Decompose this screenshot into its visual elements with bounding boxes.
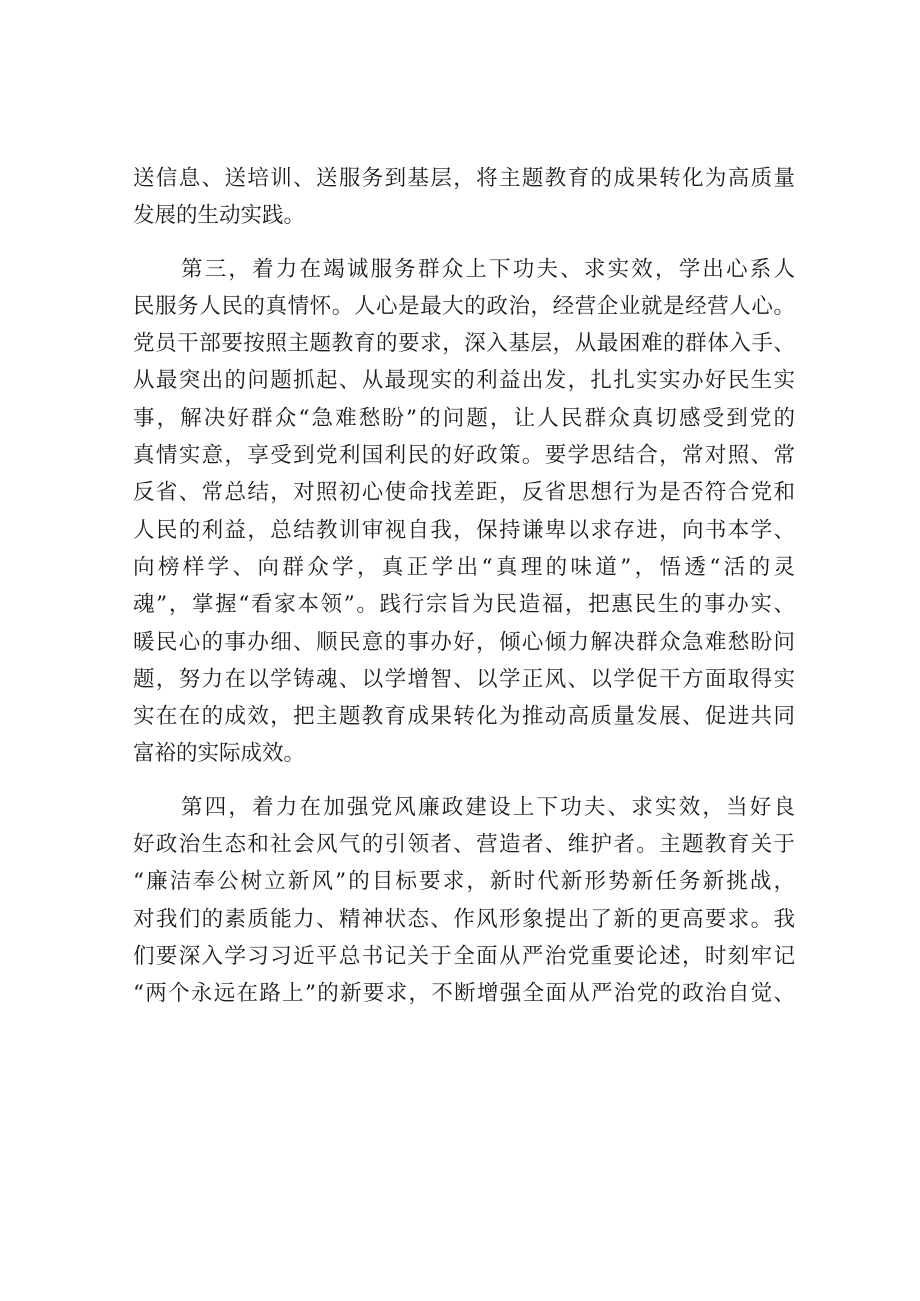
text-line: 题，努力在以学铸魂、以学增智、以学正风、以学促干方面取得实	[133, 666, 795, 692]
text-line: “廉洁奉公树立新风”的目标要求，新时代新形势新任务新挑战，	[133, 869, 795, 895]
text-line: 向榜样学、向群众学，真正学出“真理的味道”，悟透“活的灵	[133, 554, 795, 580]
text-line: 们要深入学习习近平总书记关于全面从严治党重要论述，时刻牢记	[133, 943, 795, 969]
text-line: 人民的利益，总结教训审视自我，保持谦卑以求存进，向书本学、	[133, 517, 795, 543]
text-line: 送信息、送培训、送服务到基层，将主题教育的成果转化为高质量	[133, 166, 795, 191]
text-line: 民服务人民的真情怀。人心是最大的政治，经营企业就是经营人心。	[133, 293, 795, 319]
text-line: 发展的生动实践。	[133, 203, 306, 229]
text-line: 真情实意，享受到党利国利民的好政策。要学思结合，常对照、常	[133, 443, 795, 469]
text-line: 第三，着力在竭诚服务群众上下功夫、求实效，学出心系人	[181, 256, 795, 282]
document-body	[133, 160, 795, 1013]
paragraph-continued	[133, 160, 795, 235]
paragraph-third	[133, 251, 795, 773]
text-line: 党员干部要按照主题教育的要求，深入基层，从最困难的群体入手、	[133, 331, 795, 357]
text-line: 暖民心的事办细、顺民意的事办好，倾心倾力解决群众急难愁盼问	[133, 629, 795, 655]
text-line: 富裕的实际成效。	[133, 741, 306, 767]
text-line: 从最突出的问题抓起、从最现实的利益出发，扎扎实实办好民生实	[133, 368, 795, 394]
text-line: 第四，着力在加强党风廉政建设上下功夫、求实效，当好良	[181, 794, 795, 820]
paragraph-fourth	[133, 789, 795, 1013]
text-line: 实在在的成效，把主题教育成果转化为推动高质量发展、促进共同	[133, 704, 795, 730]
text-line: 魂”，掌握“看家本领”。践行宗旨为民造福，把惠民生的事办实、	[133, 592, 795, 618]
text-line: 好政治生态和社会风气的引领者、营造者、维护者。主题教育关于	[133, 832, 795, 858]
text-line: 反省、常总结，对照初心使命找差距，反省思想行为是否符合党和	[133, 480, 795, 506]
text-line: 对我们的素质能力、精神状态、作风形象提出了新的更高要求。我	[133, 906, 795, 932]
text-line: “两个永远在路上”的新要求，不断增强全面从严治党的政治自觉、	[133, 981, 795, 1007]
text-line: 事，解决好群众“急难愁盼”的问题，让人民群众真切感受到党的	[133, 405, 795, 431]
